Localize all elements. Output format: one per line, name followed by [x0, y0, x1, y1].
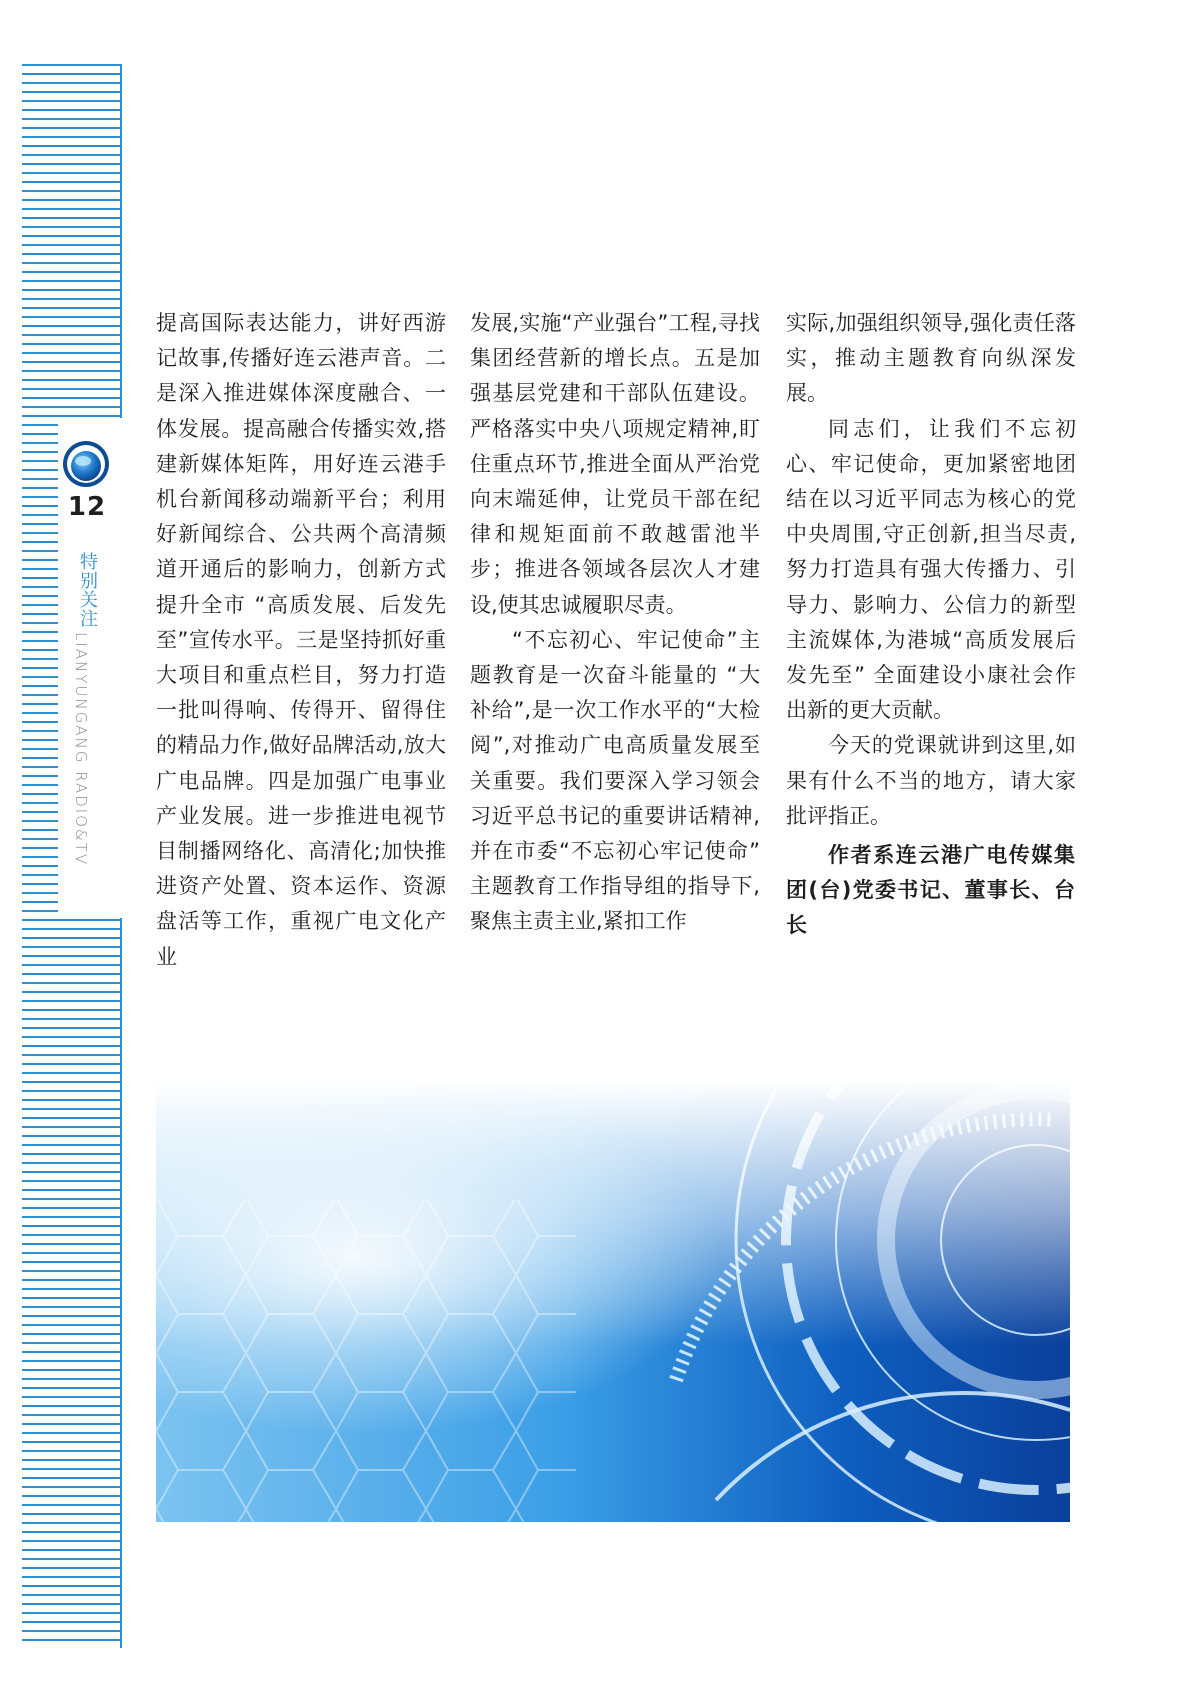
article-column-2 — [470, 306, 760, 940]
paragraph: 实际,加强组织领导,强化责任落实，推动主题教育向纵深发展。 — [786, 311, 1076, 406]
author-note: 作者系连云港广电传媒集团(台)党委书记、董事长、台长 — [786, 843, 1076, 938]
decorative-tech-illustration — [156, 1080, 1070, 1522]
publication-logo-icon — [62, 440, 110, 488]
publication-name: LIANYUNGANG RADIO&TV — [72, 632, 90, 867]
paragraph: 今天的党课就讲到这里,如果有什么不当的地方，请大家批评指正。 — [786, 733, 1076, 828]
section-title: 特别关注 — [77, 552, 98, 628]
paragraph: “不忘初心、牢记使命”主题教育是一次奋斗能量的 “大补给”,是一次工作水平的“大检阅”,对推动广电高质量发展至关重要。我们要深入学习领会习近平总书记的重要讲话精神,并在市委“不忘初心牢记使命” 主题教育工作指导组的指导下,聚焦主责主业,紧扣工作 — [470, 627, 760, 934]
paragraph: 发展,实施“产业强台”工程,寻找集团经营新的增长点。五是加强基层党建和干部队伍建设。严格落实中央八项规定精神,盯住重点环节,推进全面从严治党向末端延伸，让党员干部在纪律和规矩面前不敢越雷池半步；推进各领域各层次人才建设,使其忠诚履职尽责。 — [470, 311, 760, 617]
page-number: 12 — [67, 492, 107, 522]
article-column-3 — [786, 306, 1076, 944]
paragraph: 提高国际表达能力，讲好西游记故事,传播好连云港声音。二是深入推进媒体深度融合、一体发展。提高融合传播实效,搭建新媒体矩阵，用好连云港手机台新闻移动端新平台；利用好新闻综合、公共两个高清频道开通后的影响力，创新方式提升全市 “高质发展、后发先至”宣传水平。三是坚持抓好重大项目和重点栏目，努力打造一批叫得响、传得开、留得住的精品力作,做好品牌活动,放大广电品牌。四是加强广电事业产业发展。进一步推进电视节目制播网络化、高清化;加快推进资产处置、资本运作、资源盘活等工作，重视广电文化产业 — [156, 311, 446, 969]
article-column-1 — [156, 306, 446, 975]
paragraph: 同志们，让我们不忘初心、牢记使命，更加紧密地团结在以习近平同志为核心的党中央周围,守正创新,担当尽责,努力打造具有强大传播力、引导力、影响力、公信力的新型主流媒体,为港城“高质发展后发先至” 全面建设小康社会作出新的更大贡献。 — [786, 416, 1076, 723]
